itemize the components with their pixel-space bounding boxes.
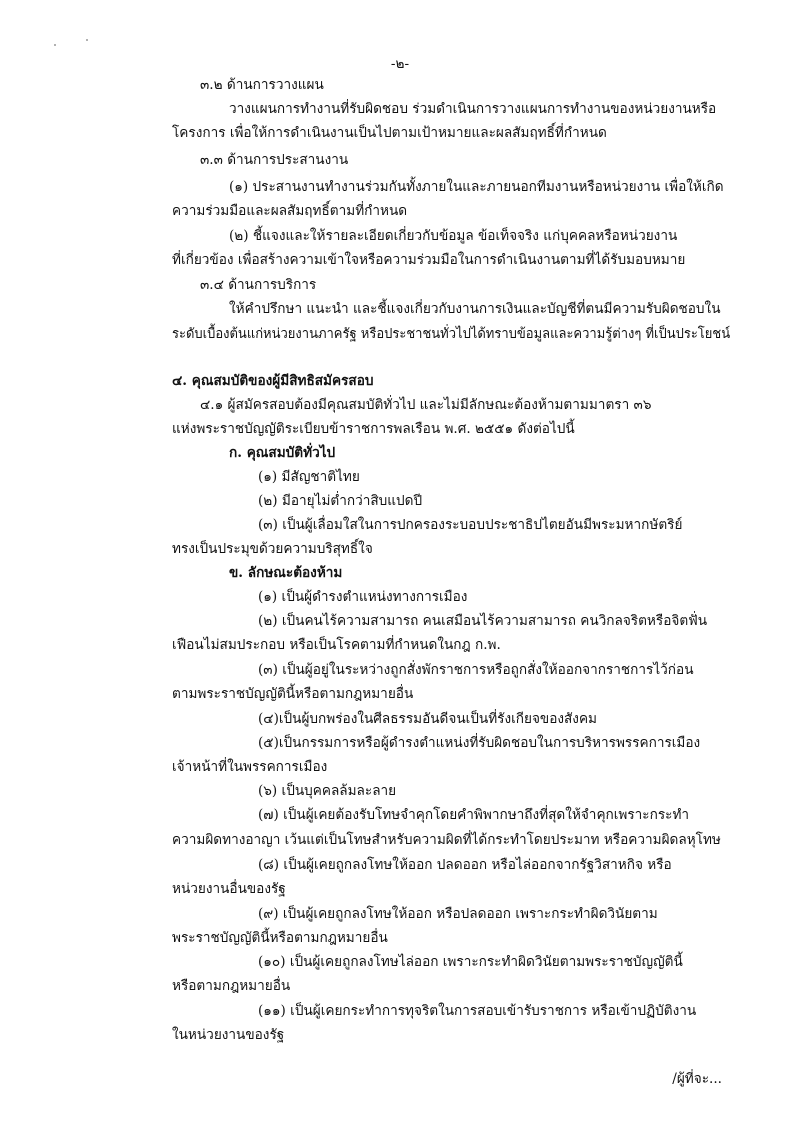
list-item-continuation: หน่วยงานอื่นของรัฐ bbox=[172, 881, 286, 897]
list-item-continuation: ในหน่วยงานของรัฐ bbox=[172, 1027, 285, 1043]
list-item-continuation: ทรงเป็นประมุขด้วยความบริสุทธิ์ใจ bbox=[172, 541, 373, 557]
scan-speck bbox=[86, 39, 88, 41]
paragraph-line: (๑) ประสานงานทำงานร่วมกันทั้งภายในและภายนอกทีมงานหรือหน่วยงาน เพื่อให้เกิด bbox=[229, 179, 724, 195]
list-item: (๑๑) เป็นผู้เคยกระทำการทุจริตในการสอบเข้ารับราชการ หรือเข้าปฏิบัติงาน bbox=[258, 1003, 697, 1019]
section-heading: ๓.๓ ด้านการประสานงาน bbox=[200, 152, 349, 168]
list-item-continuation: หรือตามกฎหมายอื่น bbox=[172, 978, 291, 994]
list-item: (๖) เป็นบุคคลล้มละลาย bbox=[258, 783, 397, 799]
list-item: (๙) เป็นผู้เคยถูกลงโทษให้ออก หรือปลดออก เพราะกระทำผิดวินัยตาม bbox=[258, 906, 658, 922]
main-heading: ๔. คุณสมบัติของผู้มีสิทธิสมัครสอบ bbox=[172, 373, 374, 389]
section-heading: ๓.๒ ด้านการวางแผน bbox=[200, 77, 324, 93]
paragraph-line: โครงการ เพื่อให้การดำเนินงานเป็นไปตามเป้าหมายและผลสัมฤทธิ์ที่กำหนด bbox=[172, 125, 607, 141]
list-item: (๗) เป็นผู้เคยต้องรับโทษจำคุกโดยคำพิพากษาถึงที่สุดให้จำคุกเพราะกระทำ bbox=[258, 807, 690, 823]
list-item: (๒) มีอายุไม่ต่ำกว่าสิบแปดปี bbox=[258, 493, 423, 509]
paragraph-line: ที่เกี่ยวข้อง เพื่อสร้างความเข้าใจหรือความร่วมมือในการดำเนินงานตามที่ได้รับมอบหมาย bbox=[172, 252, 686, 268]
list-item-continuation: ความผิดทางอาญา เว้นแต่เป็นโทษสำหรับความผิดที่ได้กระทำโดยประมาท หรือความผิดลหุโทษ bbox=[172, 832, 721, 848]
paragraph-line: แห่งพระราชบัญญัติระเบียบข้าราชการพลเรือน พ.ศ. ๒๕๕๑ ดังต่อไปนี้ bbox=[172, 421, 575, 437]
subsection-heading: ข. ลักษณะต้องห้าม bbox=[229, 565, 343, 581]
continuation-marker: /ผู้ที่จะ... bbox=[672, 1071, 722, 1087]
list-item-continuation: เจ้าหน้าที่ในพรรคการเมือง bbox=[172, 759, 328, 775]
scan-speck bbox=[54, 44, 56, 46]
paragraph-line: วางแผนการทำงานที่รับผิดชอบ ร่วมดำเนินการวางแผนการทำงานของหน่วยงานหรือ bbox=[229, 101, 717, 117]
paragraph-line: ระดับเบื้องต้นแก่หน่วยงานภาครัฐ หรือประชาชนทั่วไปได้ทราบข้อมูลและความรู้ต่างๆ ที่เป็นประโยชน์ bbox=[172, 326, 731, 342]
list-item-continuation: พระราชบัญญัตินี้หรือตามกฎหมายอื่น bbox=[172, 930, 388, 946]
section-heading: ๓.๔ ด้านการบริการ bbox=[200, 277, 317, 293]
list-item: (๓) เป็นผู้เลื่อมใสในการปกครองระบอบประชาธิปไตยอันมีพระมหากษัตริย์ bbox=[258, 517, 683, 533]
list-item: (๘) เป็นผู้เคยถูกลงโทษให้ออก ปลดออก หรือไล่ออกจากรัฐวิสาหกิจ หรือ bbox=[258, 857, 672, 873]
list-item: (๑) มีสัญชาติไทย bbox=[258, 469, 360, 485]
list-item-continuation: ตามพระราชบัญญัตินี้หรือตามกฎหมายอื่น bbox=[172, 686, 414, 702]
list-item: (๔)เป็นผู้บกพร่องในศีลธรรมอันดีจนเป็นที่รังเกียจของสังคม bbox=[258, 711, 598, 727]
subsection-heading: ก. คุณสมบัติทั่วไป bbox=[229, 445, 336, 461]
list-item: (๑) เป็นผู้ดำรงตำแหน่งทางการเมือง bbox=[258, 589, 468, 605]
list-item: (๒) เป็นคนไร้ความสามารถ คนเสมือนไร้ความสามารถ คนวิกลจริตหรือจิตฟั่น bbox=[258, 613, 708, 629]
paragraph-line: ความร่วมมือและผลสัมฤทธิ์ตามที่กำหนด bbox=[172, 203, 408, 219]
paragraph-line: (๒) ชี้แจงและให้รายละเอียดเกี่ยวกับข้อมูล ข้อเท็จจริง แก่บุคคลหรือหน่วยงาน bbox=[229, 228, 678, 244]
paragraph-line: ๔.๑ ผู้สมัครสอบต้องมีคุณสมบัติทั่วไป และไม่มีลักษณะต้องห้ามตามมาตรา ๓๖ bbox=[200, 397, 652, 413]
list-item: (๑๐) เป็นผู้เคยถูกลงโทษไล่ออก เพราะกระทำผิดวินัยตามพระราชบัญญัตินี้ bbox=[258, 954, 683, 970]
page-number: -๒- bbox=[390, 56, 410, 72]
paragraph-line: ให้คำปรึกษา แนะนำ และชี้แจงเกี่ยวกับงานการเงินและบัญชีที่ตนมีความรับผิดชอบใน bbox=[229, 301, 721, 317]
list-item: (๓) เป็นผู้อยู่ในระหว่างถูกสั่งพักราชการหรือถูกสั่งให้ออกจากราชการไว้ก่อน bbox=[258, 662, 694, 678]
list-item-continuation: เฟือนไม่สมประกอบ หรือเป็นโรคตามที่กำหนดในกฎ ก.พ. bbox=[172, 637, 501, 653]
list-item: (๕)เป็นกรรมการหรือผู้ดำรงตำแหน่งที่รับผิดชอบในการบริหารพรรคการเมือง bbox=[258, 735, 701, 751]
